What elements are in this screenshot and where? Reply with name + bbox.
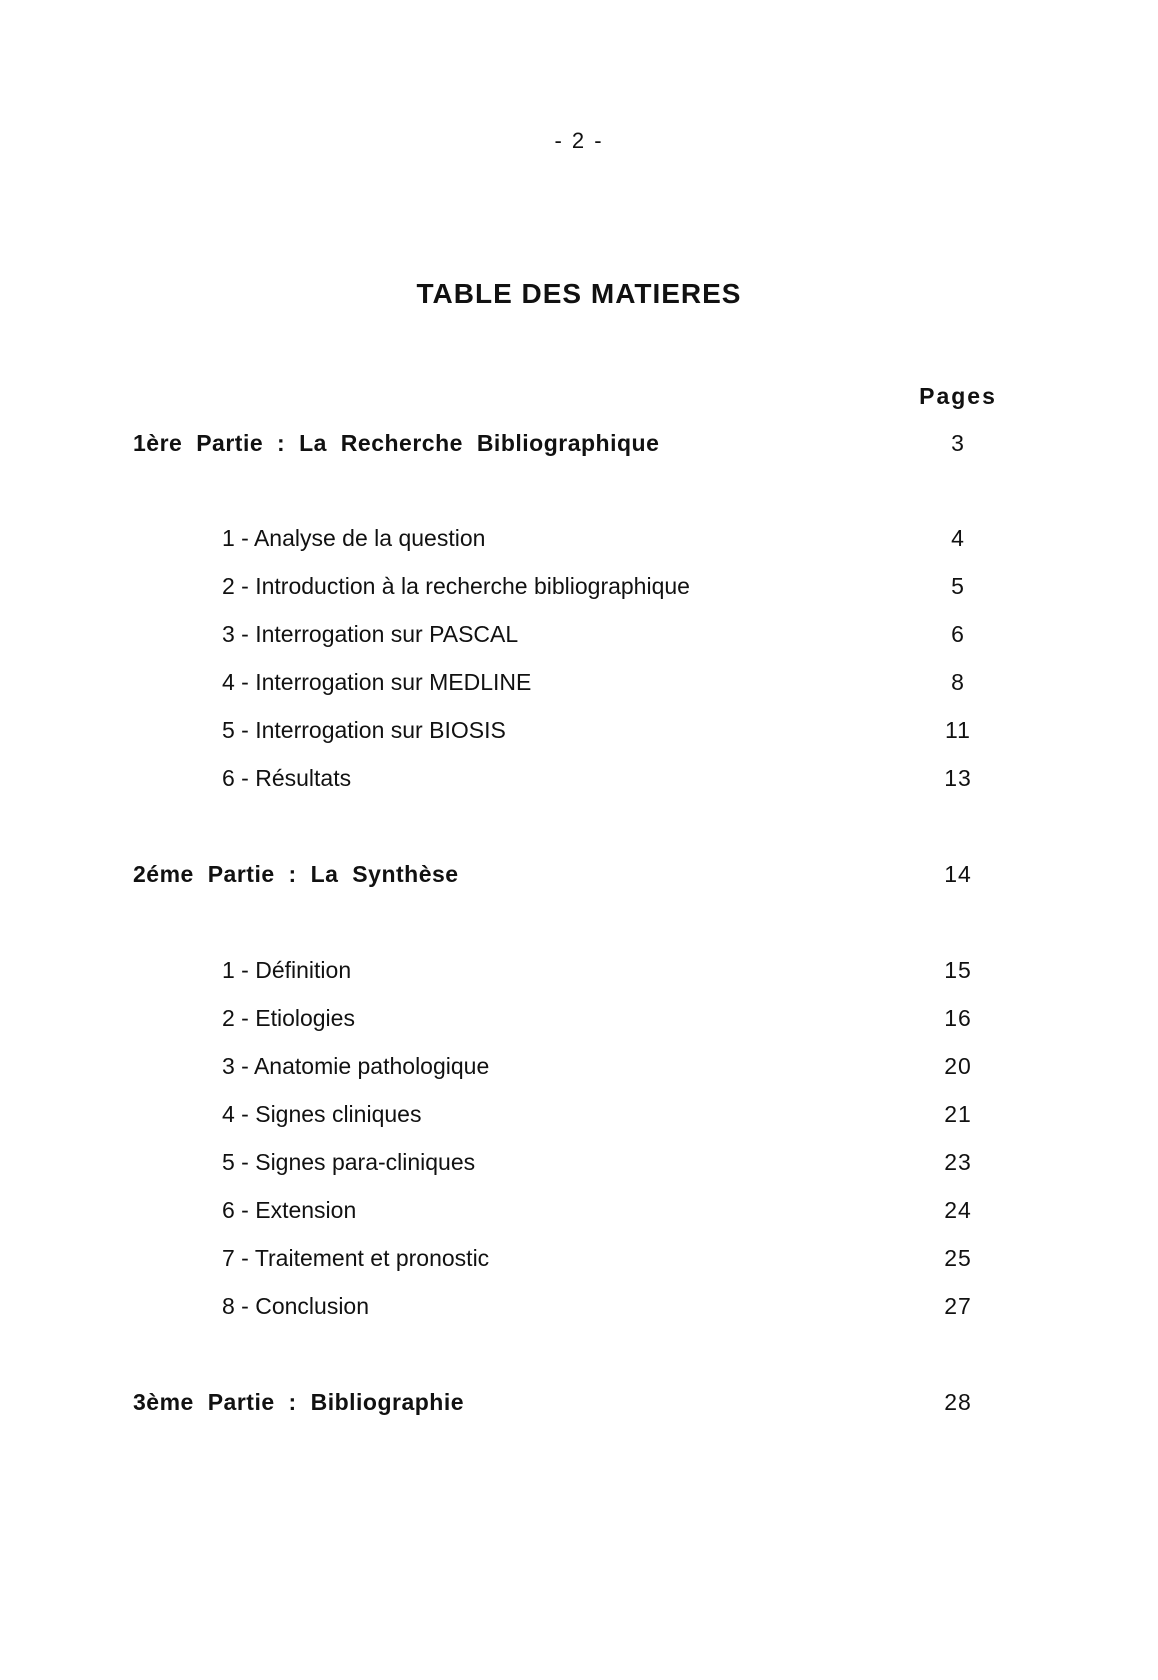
toc-part-title: 1ère Partie : La Recherche Bibliographique	[133, 430, 660, 456]
toc-item[interactable]	[0, 1149, 1158, 1181]
toc-part-title: 3ème Partie : Bibliographie	[133, 1389, 465, 1415]
toc-item[interactable]	[0, 621, 1158, 653]
toc-item-label: 1 - Analyse de la question	[222, 525, 486, 551]
toc-page-number: 13	[944, 765, 972, 791]
toc-page-number: 11	[945, 717, 971, 743]
toc-item[interactable]	[0, 525, 1158, 557]
toc-item-label: 2 - Introduction à la recherche bibliographique	[222, 573, 690, 599]
toc-page-number: 8	[951, 669, 965, 695]
toc-item[interactable]	[0, 669, 1158, 701]
toc-item-label: 5 - Signes para-cliniques	[222, 1149, 476, 1175]
toc-page-number: 24	[944, 1197, 972, 1223]
toc-item-label: 6 - Extension	[222, 1197, 357, 1223]
toc-page-number: 28	[944, 1389, 972, 1415]
toc-item-label: 3 - Interrogation sur PASCAL	[222, 621, 519, 647]
toc-item-label: 8 - Conclusion	[222, 1293, 370, 1319]
toc-part-3[interactable]	[0, 1389, 1158, 1421]
toc-item[interactable]	[0, 957, 1158, 989]
toc-page-number: 16	[944, 1005, 972, 1031]
toc-page-number: 15	[944, 957, 972, 983]
toc-item[interactable]	[0, 1101, 1158, 1133]
toc-page-number: 21	[944, 1101, 972, 1127]
toc-item-label: 7 - Traitement et pronostic	[222, 1245, 490, 1271]
toc-page-number: 27	[944, 1293, 972, 1319]
toc-part-title: 2éme Partie : La Synthèse	[133, 861, 459, 887]
page-title: TABLE DES MATIERES	[416, 278, 742, 309]
toc-page-number: 20	[944, 1053, 972, 1079]
toc-item-label: 5 - Interrogation sur BIOSIS	[222, 717, 506, 743]
toc-item-label: 3 - Anatomie pathologique	[222, 1053, 490, 1079]
toc-item[interactable]	[0, 765, 1158, 797]
toc-page-number: 23	[944, 1149, 972, 1175]
toc-page-number: 4	[951, 525, 965, 551]
toc-item-label: 4 - Interrogation sur MEDLINE	[222, 669, 532, 695]
toc-page-number: 14	[944, 861, 972, 887]
toc-page-number: 6	[951, 621, 965, 647]
toc-item-label: 1 - Définition	[222, 957, 352, 983]
toc-page-number: 25	[944, 1245, 972, 1271]
toc-item[interactable]	[0, 1197, 1158, 1229]
toc-item[interactable]	[0, 1005, 1158, 1037]
toc-page-number: 5	[951, 573, 965, 599]
toc-item[interactable]	[0, 1293, 1158, 1325]
toc-item-label: 2 - Etiologies	[222, 1005, 355, 1031]
pages-column-header: Pages	[919, 383, 997, 409]
toc-item[interactable]	[0, 1053, 1158, 1085]
toc-page-number: 3	[951, 430, 965, 456]
toc-item[interactable]	[0, 717, 1158, 749]
toc-item-label: 4 - Signes cliniques	[222, 1101, 422, 1127]
toc-part-1[interactable]	[0, 430, 1158, 462]
toc-item[interactable]	[0, 573, 1158, 605]
toc-item[interactable]	[0, 1245, 1158, 1277]
page-number: - 2 -	[554, 128, 604, 153]
toc-item-label: 6 - Résultats	[222, 765, 352, 791]
toc-part-2[interactable]	[0, 861, 1158, 893]
